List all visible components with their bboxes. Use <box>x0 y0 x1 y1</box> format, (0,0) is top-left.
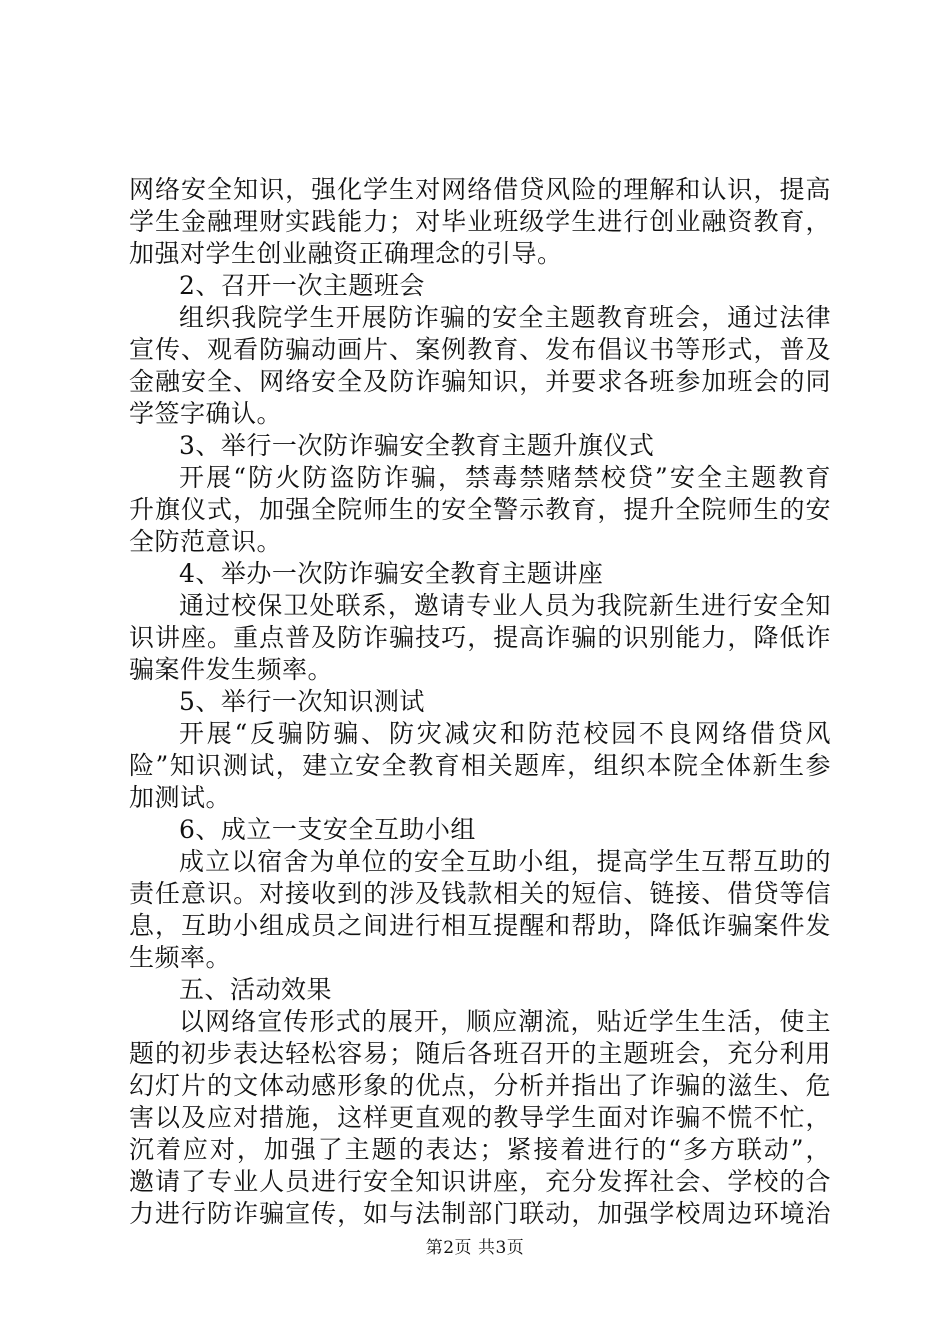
paragraph <box>129 302 831 430</box>
text-line: 险”知识测试，建立安全教育相关题库，组织本院全体新生参 <box>129 751 831 780</box>
text-line: 加测试。 <box>129 783 232 812</box>
text-line: 题的初步表达轻松容易；随后各班召开的主题班会，充分利用 <box>129 1039 831 1068</box>
paragraph <box>129 846 831 974</box>
text-line: 识讲座。重点普及防诈骗技巧，提高诈骗的识别能力，降低诈 <box>129 623 831 652</box>
text-line: 生频率。 <box>129 943 232 972</box>
text-line: 6、成立一支安全互助小组 <box>179 815 476 844</box>
text-line: 责任意识。对接收到的涉及钱款相关的短信、链接、借贷等信 <box>129 879 831 908</box>
section-heading <box>129 558 831 590</box>
text-line: 五、活动效果 <box>179 975 333 1004</box>
text-line: 学签字确认。 <box>129 399 283 428</box>
text-line: 网络安全知识，强化学生对网络借贷风险的理解和认识，提高 <box>129 175 831 204</box>
text-line: 组织我院学生开展防诈骗的安全主题教育班会，通过法律 <box>179 303 831 332</box>
section-heading <box>129 430 831 462</box>
text-line: 4、举办一次防诈骗安全教育主题讲座 <box>179 559 604 588</box>
text-line: 宣传、观看防骗动画片、案例教育、发布倡议书等形式，普及 <box>129 335 831 364</box>
text-line: 加强对学生创业融资正确理念的引导。 <box>129 239 563 268</box>
text-line: 害以及应对措施，这样更直观的教导学生面对诈骗不慌不忙， <box>129 1103 831 1132</box>
text-line: 3、举行一次防诈骗安全教育主题升旗仪式 <box>179 431 655 460</box>
text-line: 金融安全、网络安全及防诈骗知识，并要求各班参加班会的同 <box>129 367 831 396</box>
text-line: 息，互助小组成员之间进行相互提醒和帮助，降低诈骗案件发 <box>129 911 831 940</box>
text-line: 升旗仪式，加强全院师生的安全警示教育，提升全院师生的安 <box>129 495 831 524</box>
paragraph <box>129 1006 831 1230</box>
paragraph <box>129 718 831 814</box>
text-line: 全防范意识。 <box>129 527 283 556</box>
text-line: 成立以宿舍为单位的安全互助小组，提高学生互帮互助的 <box>179 847 831 876</box>
text-line: 开展“防火防盗防诈骗，禁毒禁赌禁校贷”安全主题教育 <box>179 463 831 492</box>
document-body <box>129 174 831 1230</box>
text-line: 邀请了专业人员进行安全知识讲座，充分发挥社会、学校的合 <box>129 1167 831 1196</box>
text-line: 开展“反骗防骗、防灾减灾和防范校园不良网络借贷风 <box>179 719 831 748</box>
text-line: 5、举行一次知识测试 <box>179 687 425 716</box>
paragraph <box>129 462 831 558</box>
text-line: 通过校保卫处联系，邀请专业人员为我院新生进行安全知 <box>179 591 831 620</box>
paragraph <box>129 590 831 686</box>
text-line: 以网络宣传形式的展开，顺应潮流，贴近学生生活，使主 <box>179 1007 831 1036</box>
text-line: 骗案件发生频率。 <box>129 655 334 684</box>
text-line: 沉着应对，加强了主题的表达；紧接着进行的“多方联动”， <box>129 1135 831 1164</box>
page-footer: 第2页 共3页 <box>425 1238 525 1258</box>
text-line: 2、召开一次主题班会 <box>179 271 425 300</box>
section-heading <box>129 686 831 718</box>
section-heading <box>129 270 831 302</box>
section-heading <box>129 974 831 1006</box>
text-line: 学生金融理财实践能力；对毕业班级学生进行创业融资教育， <box>129 207 831 236</box>
paragraph <box>129 174 831 270</box>
section-heading <box>129 814 831 846</box>
text-line: 力进行防诈骗宣传，如与法制部门联动，加强学校周边环境治 <box>129 1199 831 1228</box>
text-line: 幻灯片的文体动感形象的优点，分析并指出了诈骗的滋生、危 <box>129 1071 831 1100</box>
